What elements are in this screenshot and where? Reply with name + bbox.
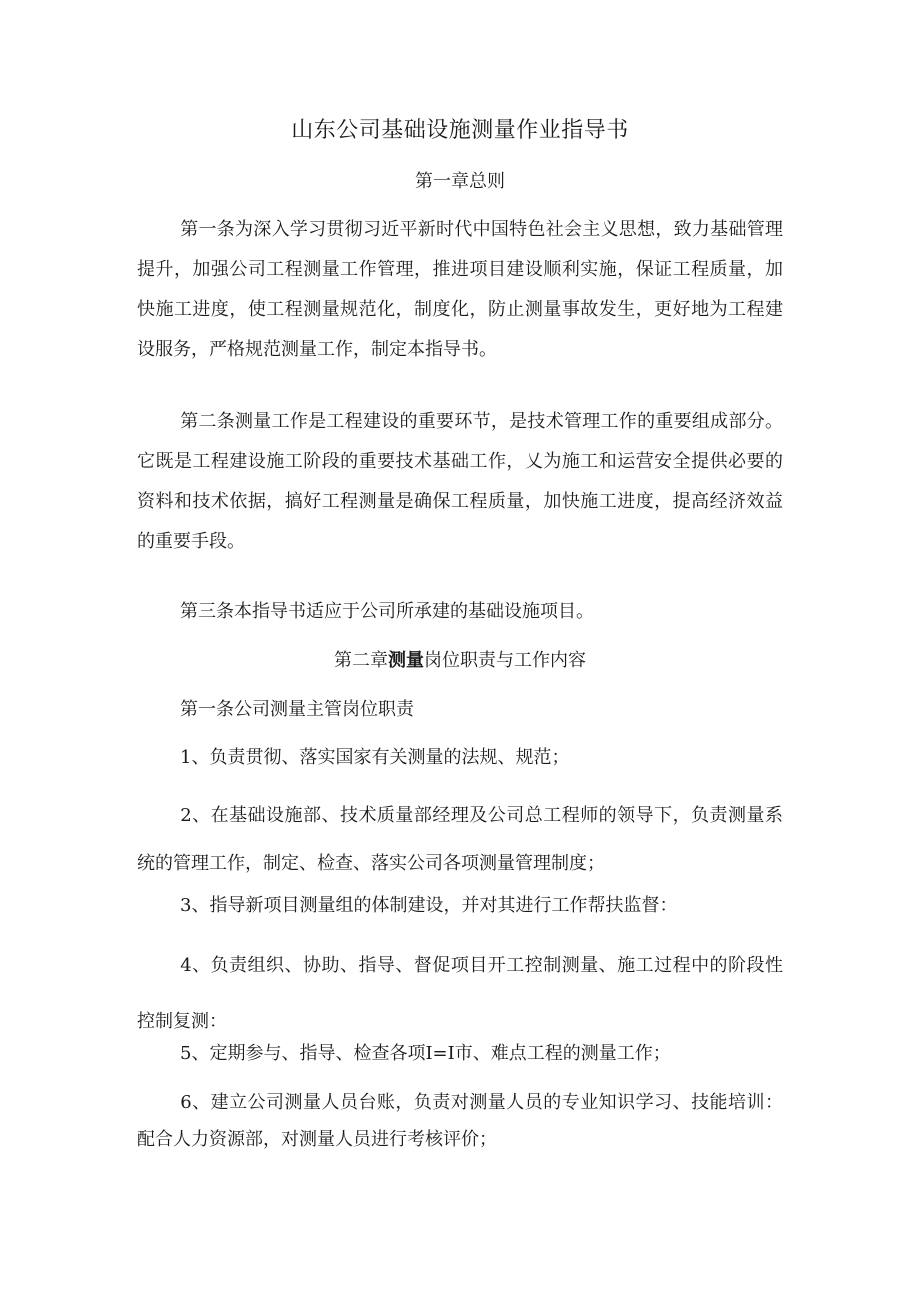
chapter-1-article-1: 第一条为深入学习贯彻习近平新时代中国特色社会主义思想，致力基础管理提升，加强公司工程测量工作管理，推进项目建设顺利实施，保证工程质量，加快施工进度，使工程测量规范化，制度化，防止测量事故发生，更好地为工程建设服务，严格规范测量工作，制定本指导书。 [137,219,783,360]
chapter-2-heading [0,648,920,674]
chapter-2-heading-bold: 测量 [388,650,424,671]
duty-item-3: 3、指导新项目测量组的体制建设，并对其进行工作帮扶监督： [180,895,678,916]
chapter-1-article-2: 第二条测量工作是工程建设的重要环节，是技术管理工作的重要组成部分。它既是工程建设施工阶段的重要技术基础工作，乂为施工和运营安全提供必要的资料和技术依据，搞好工程测量是确保工程质量，加快施工进度，提高经济效益的重要手段。 [137,411,783,552]
document-title: 山东公司基础设施测量作业指导书 [291,118,629,143]
duty-item-1: 1、负责贯彻、落实国家有关测量的法规、规范； [180,747,570,768]
chapter-2-article-1-title: 第一条公司测量主管岗位职责 [180,699,414,720]
chapter-1-heading: 第一章总则 [415,171,505,192]
duty-item-5: 5、定期参与、指导、检查各项I=I市、难点工程的测量工作； [180,1043,671,1064]
duty-item-6: 6、建立公司测量人员台账，负责对测量人员的专业知识学习、技能培训：配合人力资源部，对测量人员进行考核评价； [137,1092,783,1150]
duty-item-4: 4、负责组织、协助、指导、督促项目开工控制测量、施工过程中的阶段性控制复测： [137,955,783,1032]
duty-item-2: 2、在基础设施部、技术质量部经理及公司总工程师的领导下，负责测量系统的管理工作，制定、检查、落实公司各项测量管理制度； [137,805,783,874]
chapter-2-heading-prefix: 第二章 [334,650,388,671]
chapter-1-article-3: 第三条本指导书适应于公司所承建的基础设施项目。 [180,601,594,622]
chapter-2-heading-suffix: 岗位职责与工作内容 [424,650,586,671]
